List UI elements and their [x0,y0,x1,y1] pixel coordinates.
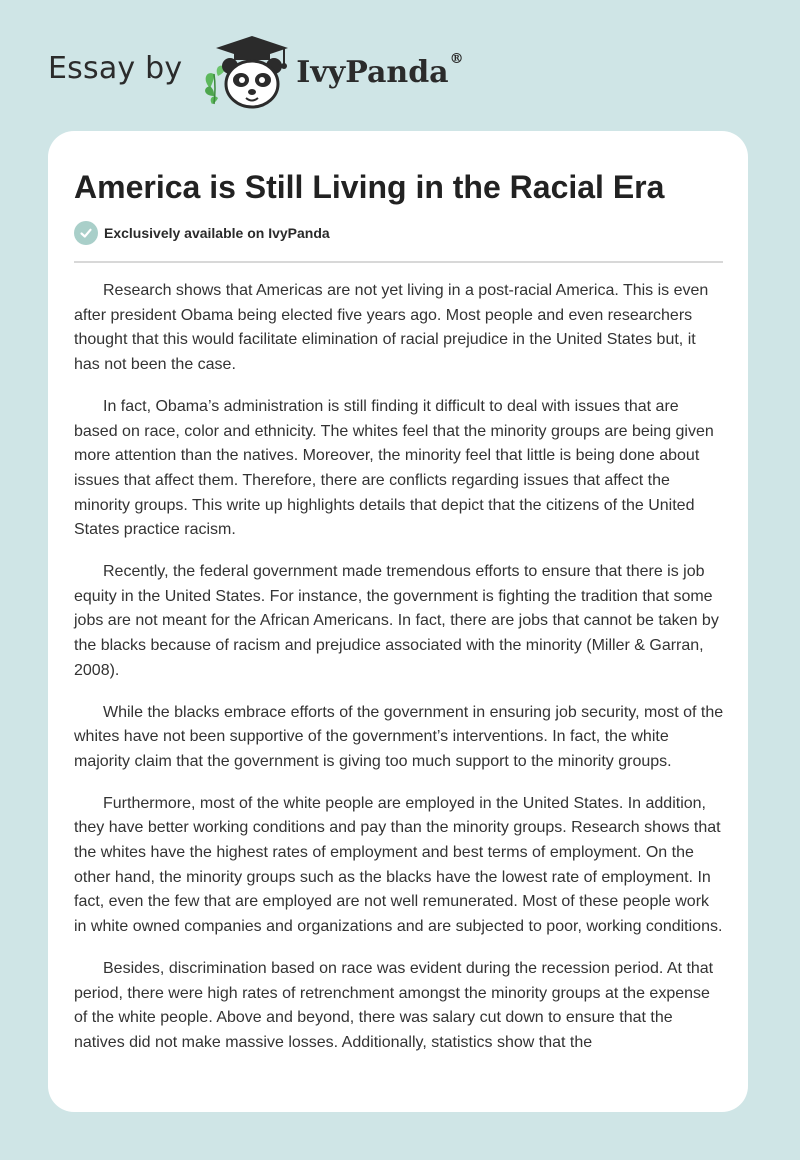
paragraph: Besides, discrimination based on race was evident during the recession period. At that period, there were high rates of retrenchment amongst the minority groups at the expense of the white people. Above and beyond, there was salary cut down to ensure that the natives did not make massive losses. Additionally, statistics show that the [74,959,714,1051]
paragraph: While the blacks embrace efforts of the government in ensuring job security, most of the whites have not been supportive of the government’s interventions. In fact, the white majority claim that the government is giving too much support to the minority groups. [74,703,724,770]
panda-mascot-icon [200,30,292,110]
badge-text: Exclusively available on IvyPanda [104,225,330,241]
essay-body [74,279,724,1073]
paragraph: In fact, Obama’s administration is still finding it difficult to deal with issues that are based on race, color and ethnicity. The whites feel that the minority groups are being given more attention than the natives. Moreover, the minority feel that little is being done about issues that affect them. Therefore, there are conflicts regarding issues that affect the minority groups. This write up highlights details that depict that the citizens of the United States practice racism. [74,397,714,539]
logo-brand-text: IvyPanda [296,54,449,90]
divider [74,261,723,263]
logo-brand [296,50,464,90]
check-icon [74,221,98,245]
paragraph: Recently, the federal government made tremendous efforts to ensure that there is job equity in the United States. For instance, the government is fighting the tradition that some jobs are not meant for the African Americans. In fact, there are jobs that cannot be taken by the blacks because of racism and prejudice associated with the minority (Miller & Garran, 2008). [74,563,719,679]
logo-prefix: Essay by [48,50,183,86]
ivypanda-logo[interactable] [48,30,464,110]
exclusive-badge [74,221,330,245]
paragraph: Research shows that Americas are not yet living in a post-racial America. This is even after president Obama being elected five years ago. Most people and even researchers thought that this would facilitate elimination of racial prejudice in the United States but, it has not been the case. [74,282,709,374]
registered-mark: ® [449,50,464,67]
essay-title: America is Still Living in the Racial Era [74,169,665,205]
paragraph: Furthermore, most of the white people are employed in the United States. In addition, they have better working conditions and pay than the minority groups. Research shows that the whites have the highest rates of employment and best terms of employment. On the other hand, the minority groups such as the blacks have the lowest rate of employment. In fact, even the few that are employed are not well remunerated. Most of these people work in white owned companies and organizations and are subjected to poor, working conditions. [74,794,723,936]
essay-card [48,131,748,1112]
